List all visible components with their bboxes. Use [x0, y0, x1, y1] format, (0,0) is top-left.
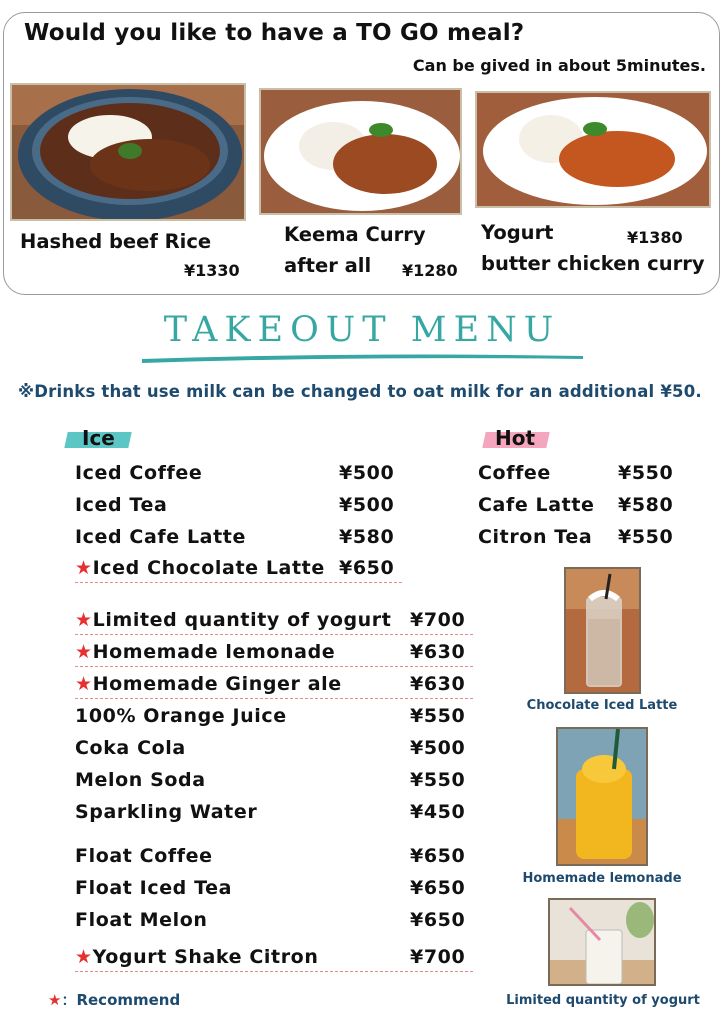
list-item	[75, 905, 473, 935]
item-name: Homemade Ginger ale	[92, 672, 342, 695]
photo-caption: Chocolate Iced Latte	[526, 698, 678, 713]
item-name: Yogurt Shake Citron	[92, 945, 319, 968]
item-name: Float Iced Tea	[75, 877, 233, 899]
item-price: ¥630	[410, 672, 466, 695]
list-item	[75, 733, 473, 763]
item-price: ¥630	[410, 640, 466, 663]
list-item	[75, 605, 473, 635]
item-name: Cafe Latte	[478, 494, 595, 516]
item-price: ¥650	[410, 909, 466, 931]
item-price: ¥500	[410, 737, 466, 759]
list-item	[75, 522, 395, 552]
item-name: Coffee	[478, 462, 551, 484]
item-price: ¥550	[618, 526, 674, 548]
yogurt-drink-photo	[548, 898, 656, 986]
dish-price: ¥1330	[184, 261, 240, 280]
hashed-beef-rice-photo	[10, 83, 246, 221]
hot-label: Hot	[495, 426, 536, 450]
photo-caption: Limited quantity of yogurt	[506, 993, 700, 1008]
photo-caption: Homemade lemonade	[522, 871, 682, 886]
oat-milk-note: ※Drinks that use milk can be changed to oat milk for an additional ¥50.	[18, 382, 702, 401]
homemade-lemonade-photo	[556, 727, 648, 866]
item-price: ¥700	[410, 945, 466, 968]
item-price: ¥700	[410, 608, 466, 631]
keema-curry-photo	[259, 88, 462, 215]
list-item	[75, 797, 473, 827]
list-item	[75, 942, 473, 972]
item-price: ¥550	[618, 462, 674, 484]
list-item	[75, 669, 473, 699]
item-price: ¥550	[410, 705, 466, 727]
item-price: ¥650	[410, 877, 466, 899]
item-name: Coka Cola	[75, 737, 186, 759]
star-icon: ★	[75, 672, 93, 695]
item-name: Sparkling Water	[75, 801, 258, 823]
item-name: Limited quantity of yogurt	[92, 608, 392, 631]
item-name: Citron Tea	[478, 526, 593, 548]
star-icon: ★	[48, 991, 62, 1009]
dish-price: ¥1380	[627, 228, 683, 247]
item-price: ¥500	[339, 494, 395, 516]
star-icon: ★	[75, 608, 93, 631]
item-price: ¥580	[339, 526, 395, 548]
list-item	[75, 841, 473, 871]
dish-name-line2: butter chicken curry	[481, 252, 705, 275]
item-name: Iced Cafe Latte	[75, 526, 246, 548]
togo-subtitle: Can be gived in about 5minutes.	[412, 56, 706, 75]
list-item	[75, 701, 473, 731]
list-item	[75, 458, 395, 488]
togo-title: Would you like to have a TO GO meal?	[24, 20, 525, 46]
item-name: Iced Coffee	[75, 462, 203, 484]
list-item	[75, 553, 402, 583]
chocolate-iced-latte-photo	[564, 567, 641, 694]
item-price: ¥500	[339, 462, 395, 484]
item-name: Iced Chocolate Latte	[92, 556, 325, 579]
legend	[48, 989, 180, 1010]
title-underline	[140, 350, 585, 366]
menu-title: TAKEOUT MENU	[163, 310, 561, 350]
dish-name: Yogurt	[481, 221, 554, 244]
star-icon: ★	[75, 556, 93, 579]
dish-name-line2: after all	[284, 254, 372, 277]
list-item	[75, 490, 395, 520]
list-item	[75, 637, 473, 667]
ice-label: Ice	[82, 426, 115, 450]
item-name: Melon Soda	[75, 769, 206, 791]
list-item	[478, 458, 678, 488]
item-name: 100% Orange Juice	[75, 705, 287, 727]
list-item	[75, 873, 473, 903]
list-item	[75, 765, 473, 795]
item-name: Float Melon	[75, 909, 208, 931]
butter-chicken-curry-photo	[475, 91, 711, 208]
item-price: ¥650	[410, 845, 466, 867]
legend-text: ：Recommend	[61, 991, 181, 1009]
dish-price: ¥1280	[402, 261, 458, 280]
item-name: Homemade lemonade	[92, 640, 336, 663]
item-price: ¥450	[410, 801, 466, 823]
item-name: Iced Tea	[75, 494, 168, 516]
star-icon: ★	[75, 640, 93, 663]
item-price: ¥550	[410, 769, 466, 791]
dish-name: Hashed beef Rice	[20, 230, 212, 253]
star-icon: ★	[75, 945, 93, 968]
list-item	[478, 522, 678, 552]
item-price: ¥580	[618, 494, 674, 516]
dish-name: Keema Curry	[284, 223, 426, 246]
item-name: Float Coffee	[75, 845, 213, 867]
item-price: ¥650	[339, 556, 395, 579]
list-item	[478, 490, 678, 520]
